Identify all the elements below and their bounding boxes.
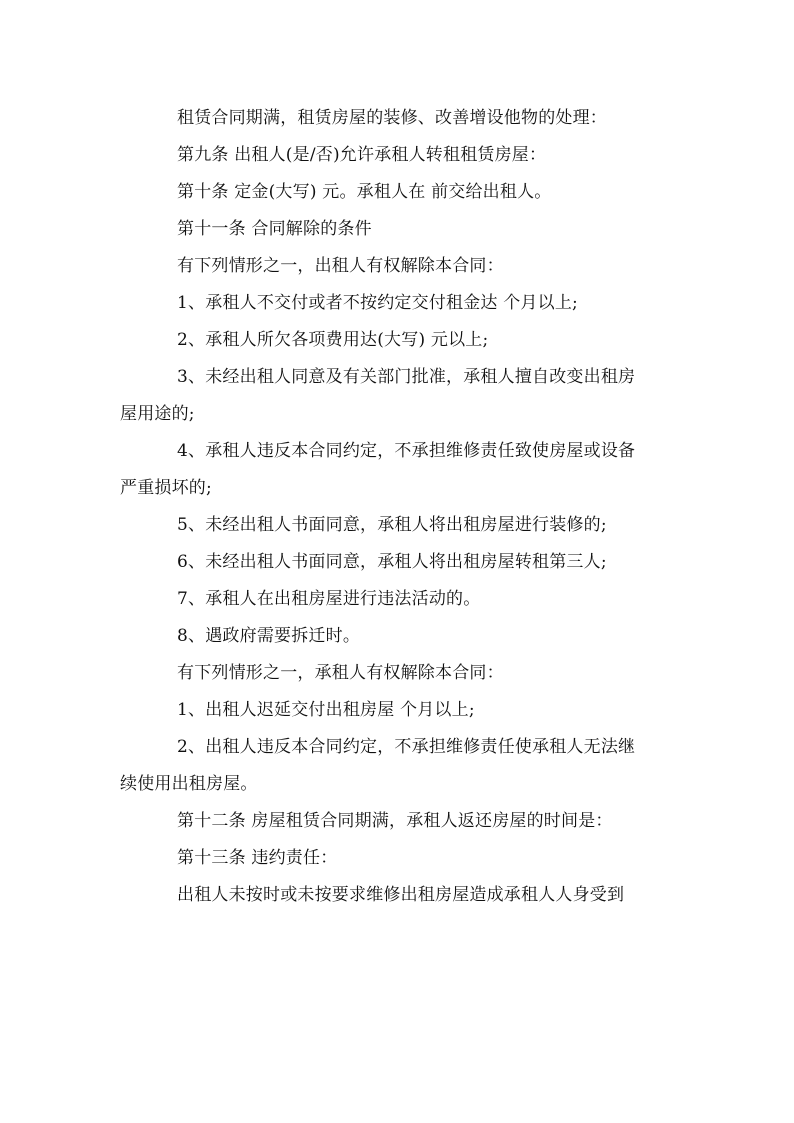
lessor-condition-2: 2、承租人所欠各项费用达(大写) 元以上; bbox=[177, 330, 489, 350]
article-12: 第十二条 房屋租赁合同期满，承租人返还房屋的时间是： bbox=[177, 811, 613, 831]
lessor-condition-4-line-1: 4、承租人违反本合同约定，不承担维修责任致使房屋或设备 bbox=[177, 441, 636, 461]
lessor-condition-6: 6、未经出租人书面同意，承租人将出租房屋转租第三人; bbox=[177, 552, 607, 572]
lessor-condition-3-line-2: 屋用途的; bbox=[120, 404, 195, 424]
lessor-condition-1: 1、承租人不交付或者不按约定交付租金达 个月以上; bbox=[177, 293, 578, 313]
lessee-condition-2-line-2: 续使用出租房屋。 bbox=[120, 774, 258, 794]
lessee-termination-intro: 有下列情形之一，承租人有权解除本合同： bbox=[177, 663, 504, 683]
lessee-condition-2-line-1: 2、出租人违反本合同约定，不承担维修责任使承租人无法继 bbox=[177, 737, 636, 757]
lessor-condition-7: 7、承租人在出租房屋进行违法活动的。 bbox=[177, 589, 481, 609]
lessee-condition-1: 1、出租人迟延交付出租房屋 个月以上; bbox=[177, 700, 475, 720]
article-10: 第十条 定金(大写) 元。承租人在 前交给出租人。 bbox=[177, 182, 552, 202]
article-11-title: 第十一条 合同解除的条件 bbox=[177, 219, 372, 239]
article-9: 第九条 出租人(是/否)允许承租人转租租赁房屋： bbox=[177, 145, 547, 165]
paragraph-lease-expiry: 租赁合同期满，租赁房屋的装修、改善增设他物的处理： bbox=[177, 108, 607, 128]
lessor-condition-8: 8、遇政府需要拆迁时。 bbox=[177, 626, 361, 646]
lessor-condition-4-line-2: 严重损坏的; bbox=[120, 478, 212, 498]
document-body bbox=[120, 100, 680, 914]
lessor-termination-intro: 有下列情形之一，出租人有权解除本合同： bbox=[177, 256, 504, 276]
article-13-title: 第十三条 违约责任： bbox=[177, 848, 338, 868]
lessor-condition-5: 5、未经出租人书面同意，承租人将出租房屋进行装修的; bbox=[177, 515, 607, 535]
lessor-condition-3-line-1: 3、未经出租人同意及有关部门批准，承租人擅自改变出租房 bbox=[177, 367, 636, 387]
breach-liability-line-1: 出租人未按时或未按要求维修出租房屋造成承租人人身受到 bbox=[177, 885, 625, 905]
